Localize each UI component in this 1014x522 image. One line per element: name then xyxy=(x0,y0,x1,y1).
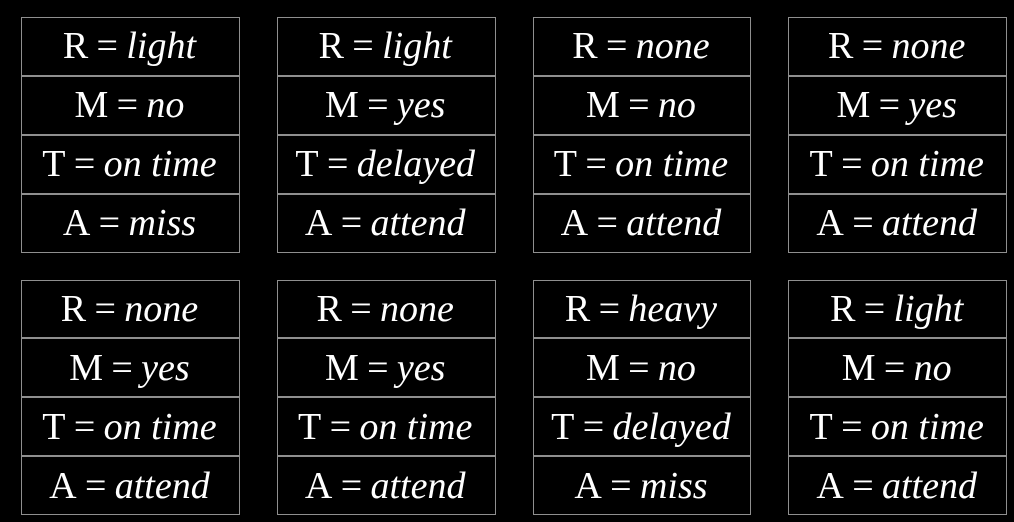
variable-value: delayed xyxy=(612,405,731,448)
assignment-row xyxy=(21,280,240,339)
variable-name: R xyxy=(60,287,87,330)
variable-value: none xyxy=(635,25,710,68)
equals-sign: = xyxy=(628,346,650,389)
assignment-row xyxy=(21,397,240,456)
variable-name: T xyxy=(295,143,319,186)
variable-name: R xyxy=(564,287,591,330)
assignment-row xyxy=(533,76,752,135)
variable-value: yes xyxy=(908,84,957,127)
equals-sign: = xyxy=(352,25,374,68)
assignment-row xyxy=(533,338,752,397)
variable-value: none xyxy=(380,287,454,330)
variable-value: yes xyxy=(396,84,446,127)
equals-sign: = xyxy=(367,346,389,389)
assignment-row xyxy=(277,17,496,76)
equals-sign: = xyxy=(610,464,632,507)
assignment-row xyxy=(788,194,1007,253)
variable-value: on time xyxy=(870,143,984,186)
variable-value: delayed xyxy=(356,143,475,186)
variable-name: A xyxy=(816,464,844,507)
equals-sign: = xyxy=(598,287,621,330)
equals-sign: = xyxy=(841,405,863,448)
variable-name: T xyxy=(298,405,322,448)
variable-value: attend xyxy=(881,202,977,245)
variable-value: light xyxy=(893,287,964,330)
assignment-row xyxy=(277,194,496,253)
assignment-row xyxy=(277,135,496,194)
sample-card-7 xyxy=(533,280,752,516)
variable-name: R xyxy=(827,25,854,68)
assignment-row xyxy=(533,194,752,253)
equals-sign: = xyxy=(878,84,901,127)
equals-sign: = xyxy=(329,405,352,448)
equals-sign: = xyxy=(84,464,107,507)
variable-name: M xyxy=(74,84,109,127)
variable-name: R xyxy=(830,287,856,330)
equals-sign: = xyxy=(883,346,906,389)
variable-name: A xyxy=(304,464,333,507)
variable-name: A xyxy=(62,202,91,245)
variable-name: M xyxy=(324,84,359,127)
variable-name: A xyxy=(49,464,77,507)
equals-sign: = xyxy=(852,202,874,245)
variable-name: M xyxy=(841,346,876,389)
sample-card-6 xyxy=(277,280,496,516)
variable-value: attend xyxy=(370,464,466,507)
equals-sign: = xyxy=(98,202,121,245)
equals-sign: = xyxy=(841,143,863,186)
variable-value: on time xyxy=(359,405,473,448)
equals-sign: = xyxy=(585,143,607,186)
variable-name: T xyxy=(551,405,575,448)
variable-name: T xyxy=(553,143,577,186)
variable-name: T xyxy=(809,143,833,186)
variable-name: A xyxy=(304,202,333,245)
assignment-row xyxy=(277,76,496,135)
variable-value: on time xyxy=(103,405,217,448)
equals-sign: = xyxy=(116,84,139,127)
variable-value: no xyxy=(913,346,952,389)
equals-sign: = xyxy=(96,25,118,68)
sample-card-2 xyxy=(277,17,496,253)
variable-name: R xyxy=(572,25,598,68)
sample-card-1 xyxy=(21,17,240,253)
equals-sign: = xyxy=(340,464,363,507)
variable-value: light xyxy=(382,25,452,68)
variable-name: T xyxy=(42,143,66,186)
assignment-row xyxy=(21,456,240,515)
variable-value: yes xyxy=(396,346,446,389)
assignment-row xyxy=(533,280,752,339)
assignment-row xyxy=(788,17,1007,76)
equals-sign: = xyxy=(94,287,116,330)
assignment-row xyxy=(21,338,240,397)
equals-sign: = xyxy=(861,25,884,68)
sample-card-8 xyxy=(788,280,1007,516)
assignment-row xyxy=(277,397,496,456)
variable-name: A xyxy=(560,202,589,245)
variable-value: attend xyxy=(370,202,466,245)
assignment-row xyxy=(21,76,240,135)
equals-sign: = xyxy=(326,143,349,186)
variable-name: R xyxy=(318,25,344,68)
equals-sign: = xyxy=(605,25,628,68)
assignment-row xyxy=(788,135,1007,194)
assignment-row xyxy=(21,17,240,76)
sample-card-5 xyxy=(21,280,240,516)
assignment-row xyxy=(533,456,752,515)
variable-name: M xyxy=(69,346,103,389)
variable-value: on time xyxy=(870,405,984,448)
variable-value: no xyxy=(657,84,696,127)
variable-value: none xyxy=(891,25,966,68)
variable-value: no xyxy=(146,84,185,127)
variable-name: A xyxy=(574,464,602,507)
variable-name: M xyxy=(836,84,871,127)
assignment-row xyxy=(533,135,752,194)
assignment-row xyxy=(788,338,1007,397)
sample-card-4 xyxy=(788,17,1007,253)
sample-card-3 xyxy=(533,17,752,253)
variable-value: none xyxy=(124,287,199,330)
assignment-row xyxy=(533,17,752,76)
variable-name: M xyxy=(324,346,359,389)
variable-name: T xyxy=(42,405,66,448)
variable-name: R xyxy=(62,25,89,68)
equals-sign: = xyxy=(340,202,363,245)
variable-value: attend xyxy=(114,464,210,507)
assignment-row xyxy=(788,76,1007,135)
variable-value: on time xyxy=(103,143,217,186)
equals-sign: = xyxy=(596,202,618,245)
variable-name: T xyxy=(809,405,833,448)
equals-sign: = xyxy=(73,143,96,186)
variable-name: M xyxy=(585,346,620,389)
variable-value: attend xyxy=(626,202,722,245)
assignment-row xyxy=(21,194,240,253)
variable-name: A xyxy=(816,202,844,245)
assignment-row xyxy=(788,280,1007,339)
variable-value: yes xyxy=(141,346,190,389)
assignment-row xyxy=(533,397,752,456)
variable-value: miss xyxy=(639,464,708,507)
variable-value: heavy xyxy=(628,287,717,330)
equals-sign: = xyxy=(863,287,886,330)
equals-sign: = xyxy=(350,287,372,330)
equals-sign: = xyxy=(111,346,133,389)
variable-name: M xyxy=(585,84,620,127)
variable-value: no xyxy=(657,346,696,389)
assignment-row xyxy=(21,135,240,194)
equals-sign: = xyxy=(367,84,389,127)
assignment-row xyxy=(788,456,1007,515)
equals-sign: = xyxy=(628,84,650,127)
assignment-row xyxy=(277,338,496,397)
assignment-row xyxy=(788,397,1007,456)
equals-sign: = xyxy=(852,464,874,507)
samples-grid xyxy=(21,17,1007,515)
variable-value: on time xyxy=(615,143,729,186)
variable-name: R xyxy=(316,287,342,330)
assignment-row xyxy=(277,280,496,339)
equals-sign: = xyxy=(73,405,96,448)
variable-value: attend xyxy=(881,464,977,507)
assignment-row xyxy=(277,456,496,515)
equals-sign: = xyxy=(582,405,605,448)
variable-value: miss xyxy=(128,202,197,245)
variable-value: light xyxy=(126,25,197,68)
